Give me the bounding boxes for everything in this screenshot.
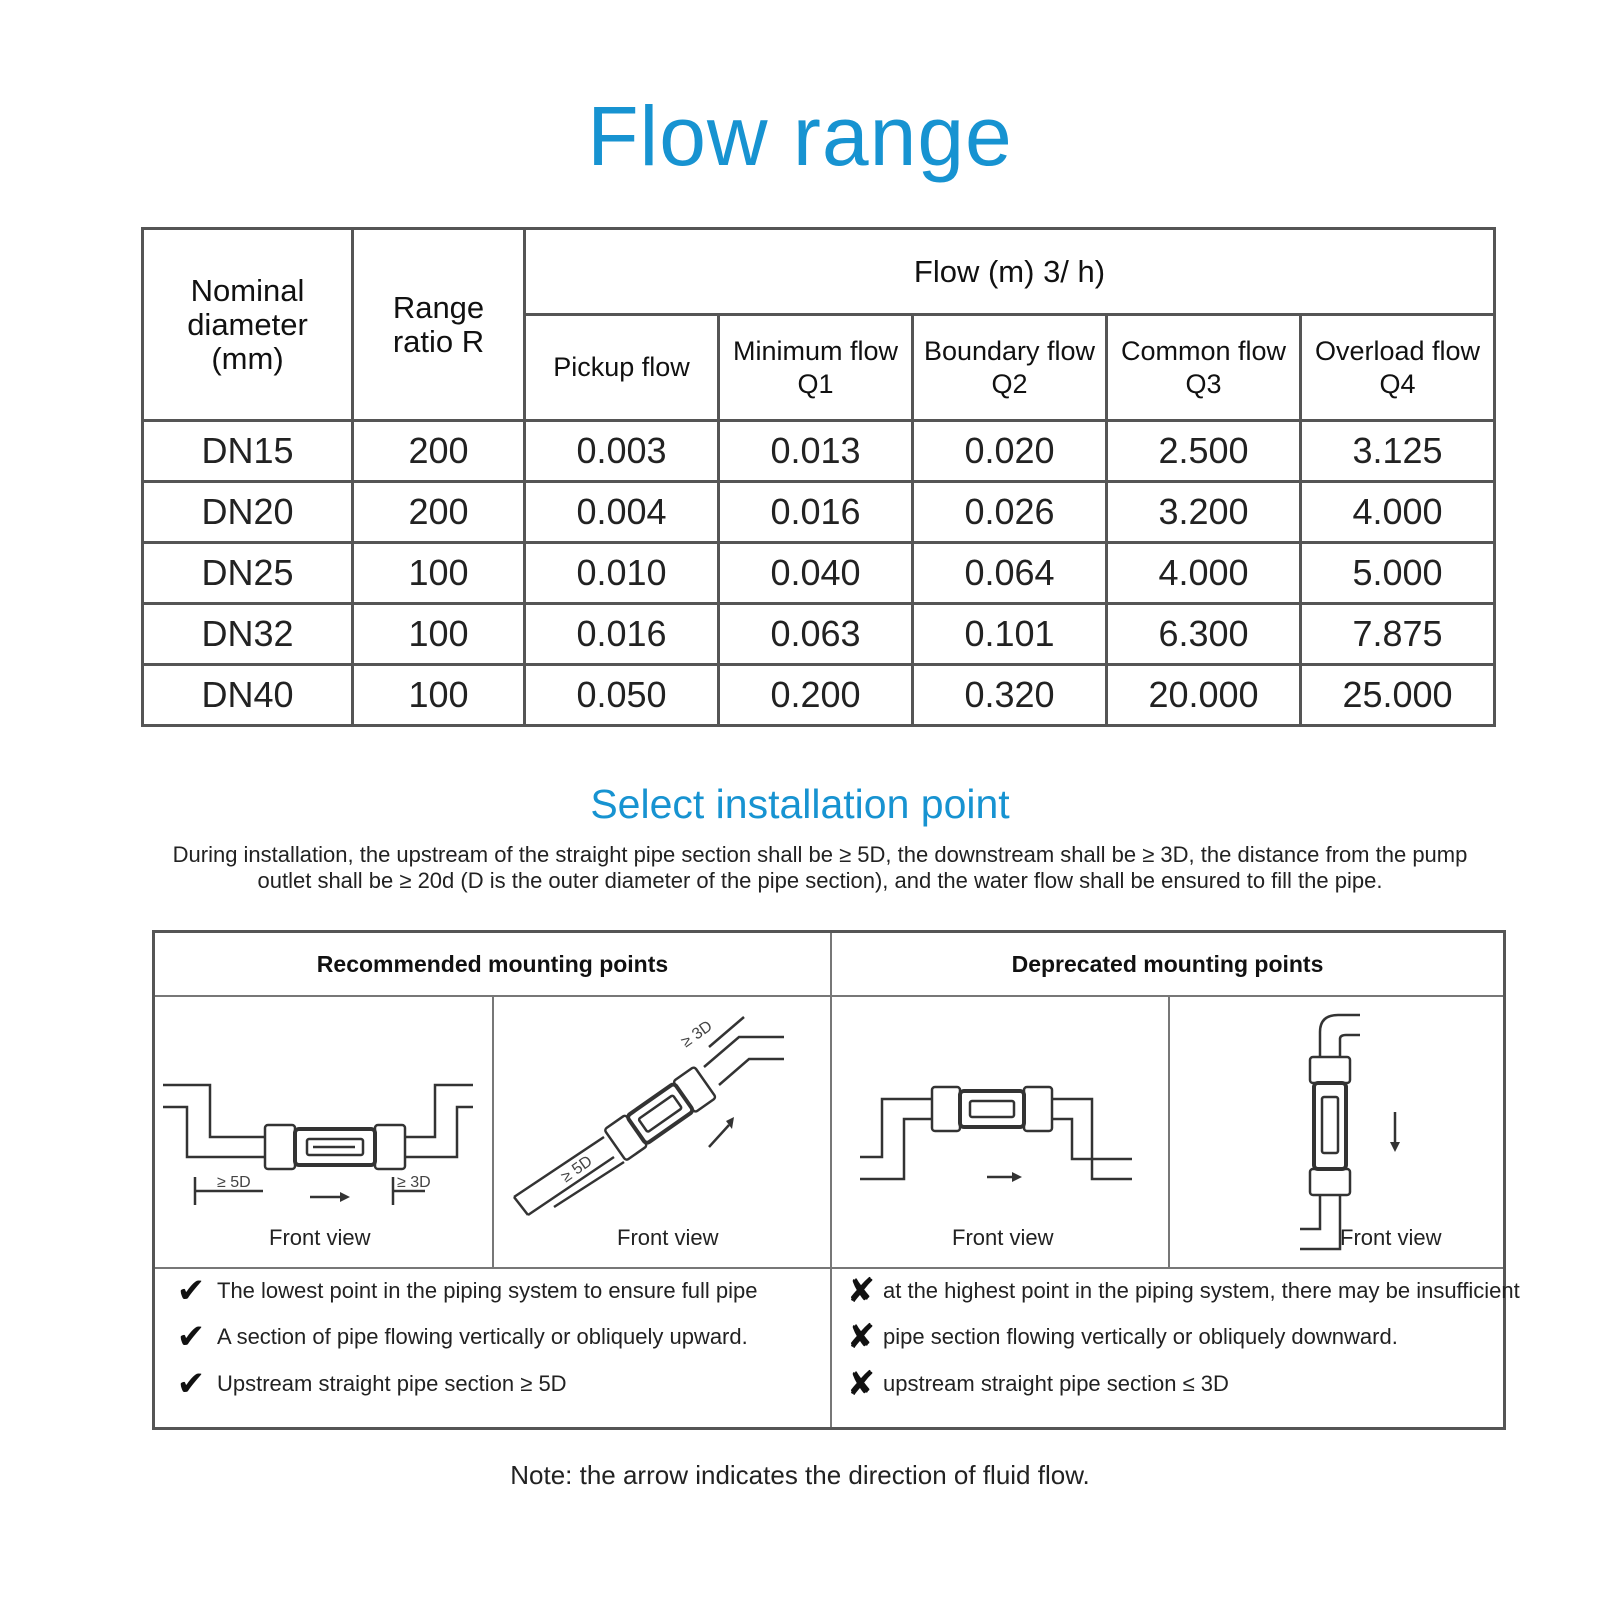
table-cell: 0.200 [719, 665, 913, 726]
pipe-diagram-icon [1170, 997, 1503, 1267]
front-view-label: Front view [952, 1225, 1054, 1250]
table-row [143, 665, 1495, 726]
check-icon: ✔ [176, 1318, 206, 1356]
table-cell: 2.500 [1107, 421, 1301, 482]
list-item [843, 1317, 1398, 1357]
list-item [169, 1271, 758, 1311]
table-cell: 200 [353, 421, 525, 482]
table-cell: DN25 [143, 543, 353, 604]
table-cell: 0.016 [719, 482, 913, 543]
table-cell: 100 [353, 543, 525, 604]
note-text: A section of pipe flowing vertically or obliquely upward. [217, 1324, 748, 1349]
deprecated-highest-point-diagram [832, 997, 1168, 1267]
front-view-label: Front view [617, 1225, 719, 1250]
table-cell: 3.200 [1107, 482, 1301, 543]
header-range-ratio: Range ratio R [353, 229, 525, 421]
table-row [143, 604, 1495, 665]
deprecated-header: Deprecated mounting points [1011, 951, 1324, 977]
header-nominal-diameter: Nominal diameter (mm) [143, 229, 353, 421]
table-cell: 5.000 [1301, 543, 1495, 604]
note-text: upstream straight pipe section ≤ 3D [883, 1371, 1229, 1396]
header-boundary-flow: Boundary flow Q2 [913, 315, 1107, 421]
table-cell: 3.125 [1301, 421, 1495, 482]
list-item [843, 1364, 1229, 1404]
header-common-flow: Common flow Q3 [1107, 315, 1301, 421]
note-text: at the highest point in the piping system, there may be insufficient [883, 1278, 1520, 1303]
table-cell: DN15 [143, 421, 353, 482]
mounting-points-table [152, 930, 1520, 1430]
list-item [843, 1271, 1520, 1311]
table-cell: 100 [353, 604, 525, 665]
check-icon: ✔ [176, 1365, 206, 1403]
table-cell: 0.013 [719, 421, 913, 482]
flow-direction-note: Note: the arrow indicates the direction of fluid flow. [510, 1460, 1090, 1490]
table-row [143, 421, 1495, 482]
table-cell: 4.000 [1107, 543, 1301, 604]
table-cell: 0.003 [525, 421, 719, 482]
table-row [143, 543, 1495, 604]
table-cell: 0.010 [525, 543, 719, 604]
table-cell: 0.063 [719, 604, 913, 665]
check-icon: ✔ [176, 1272, 206, 1310]
dim-3d-label: ≥ 3D [678, 1017, 716, 1052]
divider [155, 1267, 1503, 1269]
table-cell: 0.320 [913, 665, 1107, 726]
install-title: Select installation point [590, 781, 1010, 827]
front-view-label: Front view [269, 1225, 371, 1250]
table-cell: 0.101 [913, 604, 1107, 665]
table-cell: 200 [353, 482, 525, 543]
table-cell: 4.000 [1301, 482, 1495, 543]
recommended-header: Recommended mounting points [316, 951, 669, 977]
table-cell: 6.300 [1107, 604, 1301, 665]
table-cell: 0.016 [525, 604, 719, 665]
table-cell: 100 [353, 665, 525, 726]
flow-range-table [141, 227, 1496, 727]
note-text: Upstream straight pipe section ≥ 5D [217, 1371, 567, 1396]
header-flow-group: Flow (m) 3/ h) [525, 229, 1495, 315]
cross-icon: ✘ [846, 1365, 876, 1403]
table-cell: 20.000 [1107, 665, 1301, 726]
table-cell: 0.040 [719, 543, 913, 604]
table-cell: 0.064 [913, 543, 1107, 604]
dim-5d-label: ≥ 5D [558, 1152, 596, 1187]
recommended-horizontal-diagram [155, 997, 492, 1267]
list-item [169, 1317, 748, 1357]
table-cell: DN40 [143, 665, 353, 726]
table-cell: 7.875 [1301, 604, 1495, 665]
note-text: The lowest point in the piping system to ensure full pipe [217, 1278, 758, 1303]
cross-icon: ✘ [846, 1318, 876, 1356]
deprecated-vertical-diagram [1170, 997, 1503, 1267]
table-cell: 25.000 [1301, 665, 1495, 726]
table-cell: 0.050 [525, 665, 719, 726]
table-cell: 0.026 [913, 482, 1107, 543]
install-description: During installation, the upstream of the straight pipe section shall be ≥ 5D, the downstream shall be ≥ 3D, the distance from the pump outlet shall be ≥ 20d (D is the outer diameter of the pipe section), and the water flow shall be ensured to fill the pipe. [172, 842, 1468, 893]
note-text: pipe section flowing vertically or obliquely downward. [883, 1324, 1398, 1349]
table-cell: DN20 [143, 482, 353, 543]
dim-5d-label: ≥ 5D [217, 1174, 251, 1191]
table-cell: 0.020 [913, 421, 1107, 482]
front-view-label: Front view [1340, 1225, 1442, 1250]
page-title: Flow range [587, 89, 1013, 183]
recommended-oblique-diagram [494, 997, 830, 1267]
header-pickup-flow: Pickup flow [525, 315, 719, 421]
table-cell: DN32 [143, 604, 353, 665]
cross-icon: ✘ [846, 1272, 876, 1310]
table-row [143, 482, 1495, 543]
table-cell: 0.004 [525, 482, 719, 543]
dim-3d-label: ≥ 3D [397, 1174, 431, 1191]
header-overload-flow: Overload flow Q4 [1301, 315, 1495, 421]
list-item [169, 1364, 567, 1404]
header-minimum-flow: Minimum flow Q1 [719, 315, 913, 421]
